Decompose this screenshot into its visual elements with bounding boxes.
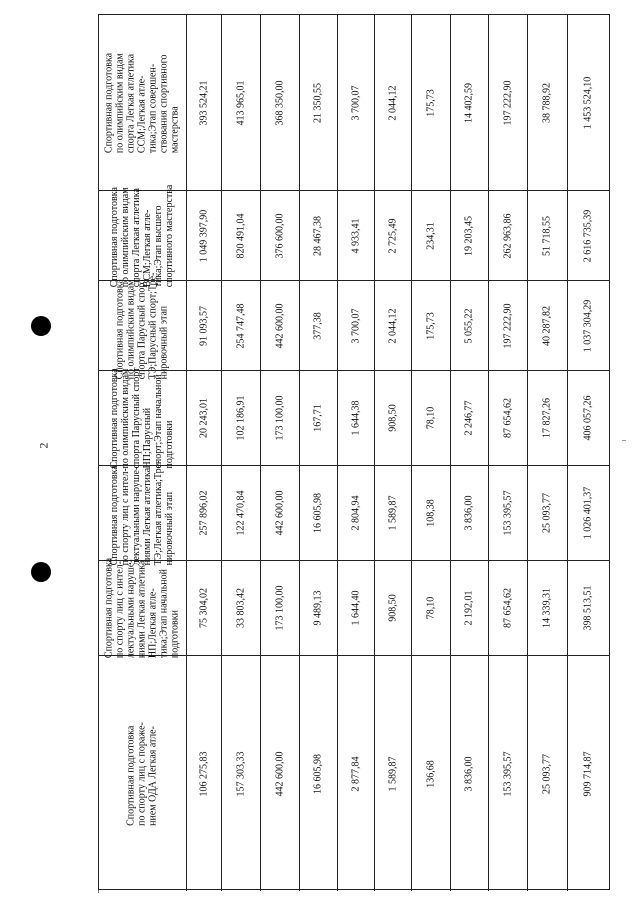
value-cell [411,561,449,655]
value-cell [411,191,449,280]
cell-value: 4 933,41 [350,218,362,253]
cell-value: 2 246,77 [463,400,475,436]
value-cell [527,281,566,370]
value-cell [567,561,608,655]
row-label-line: по спорту лиц с пораже- [136,721,148,826]
table-row [99,557,609,659]
cell-value: 87 654,62 [502,398,514,438]
cell-value: 2 192,01 [463,590,475,626]
cell-value: 33 803,42 [235,588,247,628]
value-cell [186,466,221,560]
value-cell [567,466,608,560]
cell-value: 87 654,62 [502,588,514,628]
value-cell [567,371,608,465]
value-cell [299,15,337,190]
value-cell [374,656,411,891]
cell-value: 2 044,12 [387,308,399,343]
row-label-line: спорт;Этап начальной [153,374,165,469]
cell-value: 908,50 [387,404,399,432]
value-cell [337,466,374,560]
cell-value: 25 093,77 [541,493,553,533]
row-label-line: ВСМ;Легкая атле- [142,209,154,287]
value-cell [299,371,337,465]
cell-value: 122 470,84 [235,490,247,536]
value-cell [260,466,298,560]
row-label-line: Спортивная подготовка [109,465,121,566]
row-label-line: мастерства [169,105,181,153]
value-cell [488,466,527,560]
cell-value: 3 700,07 [350,85,362,120]
cell-value: 175,73 [425,311,437,340]
cell-value: 78,10 [425,406,437,430]
value-cell [186,656,221,891]
table-row [99,367,609,469]
cell-value: 262 963,86 [502,213,514,258]
cell-value: 1 644,38 [350,400,362,436]
value-cell [337,191,374,280]
value-cell [186,191,221,280]
value-cell [527,466,566,560]
row-label-line: лектуальными наруше- [131,466,143,566]
value-cell [186,281,221,370]
value-cell [450,466,488,560]
row-label-line: нировочный этап [164,491,176,566]
cell-value: 173 100,00 [274,585,286,631]
value-cell [260,191,298,280]
row-label-line: лектуальными наруше- [125,559,137,659]
cell-value: 14 339,31 [541,588,553,628]
cell-value: 175,73 [425,88,437,117]
value-cell [337,371,374,465]
cell-value: 5 055,22 [463,308,475,343]
row-label-line: спорта Легкая атлетика [131,187,143,287]
row-label-line: НП;Парусный [142,407,154,469]
row-label-cell [99,460,186,566]
value-cell [186,561,221,655]
value-cell [337,281,374,370]
cell-value: 78,10 [425,596,437,620]
value-cell [411,15,449,190]
cell-value: 254 747,48 [235,303,247,348]
row-label [104,52,181,152]
cell-value: 91 093,57 [198,305,210,346]
value-cell [221,371,260,465]
cell-value: 820 491,04 [235,213,247,258]
row-label [109,367,175,468]
value-cell [527,656,566,891]
value-cell [374,466,411,560]
row-label-line: по спорту лиц с интел- [114,560,126,659]
value-cell [260,656,298,891]
row-label-line: нировочный этап [158,305,170,379]
cell-value: 3 836,00 [463,495,475,531]
value-cell [374,281,411,370]
value-cell [488,281,527,370]
punch-hole [31,316,51,336]
cell-value: 1 644,40 [350,590,362,626]
value-cell [221,656,260,891]
cell-value: 51 718,55 [541,215,553,256]
cell-value: 173 100,00 [274,395,286,441]
row-label-line: НП;Легкая атле- [147,588,159,659]
value-cell [411,466,449,560]
value-cell [450,281,488,370]
cell-value: 1 049 397,90 [198,209,210,262]
cell-value: 153 395,57 [502,751,514,796]
row-label-line: по олимпийским видам [114,52,126,153]
cell-value: 38 788,92 [541,82,553,123]
cell-value: 1 589,87 [387,756,399,791]
value-cell [221,15,260,190]
value-cell [527,15,566,190]
value-cell [450,371,488,465]
cell-value: 2 725,49 [387,218,399,253]
row-label-line: Спортивная подготовка [103,557,115,659]
cell-value: 909 714,87 [582,751,594,796]
row-label-line: ССМ;Легкая атле- [136,75,148,153]
cell-value: 197 222,90 [502,303,514,348]
cell-value: 377,38 [312,311,324,340]
cell-value: 1 037 304,29 [582,299,594,352]
cell-value: 157 303,33 [235,751,247,796]
cell-value: 102 186,91 [235,395,247,441]
value-cell [299,191,337,280]
row-label-line: ниями Легкая атлетика [142,467,154,566]
value-cell [411,281,449,370]
row-label-cell [99,367,186,469]
row-label-line: спорта Парусный спорт [131,367,143,469]
row-label-line: по олимпийским видам [120,368,132,469]
value-cell [450,191,488,280]
value-cell [567,281,608,370]
row-label-line: спорта Легкая атлетика [125,53,137,153]
cell-value: 368 350,00 [274,80,286,125]
value-cell [221,281,260,370]
value-cell [337,15,374,190]
cell-value: 9 489,13 [312,590,324,626]
row-label [109,461,175,566]
cell-value: 17 827,26 [541,398,553,438]
value-cell [488,656,527,891]
row-label-cell [99,15,186,190]
cell-value: 257 896,02 [198,490,210,536]
row-label-line: тика;Этап совершен- [147,63,159,153]
row-label-line: ТЭ;Парусный спорт;Тре- [147,272,159,379]
cell-value: 2 877,84 [350,756,362,791]
table-row [99,272,609,379]
cell-value: 1 589,87 [387,495,399,531]
cell-value: 398 513,51 [582,585,594,631]
cell-value: 2 044,12 [387,85,399,120]
row-label-line: тика;Этап высшего [153,205,165,287]
value-cell [186,371,221,465]
value-cell [450,656,488,891]
value-cell [450,561,488,655]
row-label-line: ТЭ;Легкая атлетика;Тре- [153,460,165,566]
row-label [126,722,159,826]
value-cell [337,561,374,655]
cell-value: 442 600,00 [274,490,286,536]
row-label-line: подготовки [164,420,176,469]
cell-value: 376 600,00 [274,213,286,258]
cell-value: 16 605,98 [312,753,324,794]
value-cell [186,15,221,190]
value-cell [221,191,260,280]
value-cell [260,371,298,465]
row-label-line: Спортивная подготовка [114,278,126,379]
value-cell [567,656,608,891]
row-label-line: Спортивная подготовка [103,52,115,153]
row-label-line: по олимпийским видам [125,278,137,379]
cell-value: 393 524,21 [198,80,210,125]
table-row [99,184,609,287]
row-label-line: ниями Легкая атлетика [136,560,148,659]
cell-value: 2 616 735,39 [582,209,594,262]
row-label-line: по олимпийским видам [120,186,132,287]
row-label-line: Спортивная подготовка [125,725,137,826]
punch-hole [31,562,51,582]
value-cell [567,191,608,280]
row-label-cell [99,656,186,891]
value-cell [260,15,298,190]
value-cell [299,561,337,655]
value-cell [527,371,566,465]
row-label-line: спорта Парусный спорт [136,277,148,379]
cell-value: 1 453 524,10 [582,76,594,129]
table-row [99,460,609,566]
row-label-line: подготовки [169,610,181,659]
value-cell [527,191,566,280]
table-row [99,15,609,191]
cell-value: 106 275,83 [198,751,210,796]
cell-value: 908,50 [387,594,399,622]
value-cell [488,561,527,655]
value-cell [411,656,449,891]
cell-value: 1 026 401,37 [582,486,594,540]
row-label-line: по спорту лиц с интел- [120,468,132,566]
row-label-cell [99,557,186,659]
cell-value: 108,38 [425,499,437,527]
cell-value: 16 605,98 [312,493,324,533]
budget-table [98,14,610,890]
row-label-cell [99,184,186,287]
value-cell [527,561,566,655]
row-label-line: Спортивная подготовка [109,368,121,469]
row-label-line: ствования спортивного [158,53,170,153]
cell-value: 197 222,90 [502,80,514,125]
cell-value: 413 965,01 [235,80,247,125]
value-cell [450,15,488,190]
page-number: 2 [36,442,51,449]
value-cell [221,561,260,655]
cell-value: 28 467,38 [312,215,324,256]
cell-value: 3 836,00 [463,756,475,791]
row-label-cell [99,272,186,379]
cell-value: 75 304,02 [198,588,210,628]
value-cell [260,561,298,655]
cell-value: 19 203,45 [463,215,475,256]
value-cell [374,371,411,465]
cell-value: 25 093,77 [541,753,553,794]
cell-value: 442 600,00 [274,751,286,796]
cell-value: 442 600,00 [274,303,286,348]
cell-value: 14 402,59 [463,82,475,123]
value-cell [488,15,527,190]
row-label-line: нием ОДА Легкая атле- [147,725,159,826]
value-cell [567,15,608,190]
value-cell [488,191,527,280]
value-cell [411,371,449,465]
value-cell [299,281,337,370]
value-cell [337,656,374,891]
cell-value: 40 287,82 [541,305,553,346]
value-cell [488,371,527,465]
row-label [104,558,181,658]
cell-value: 2 804,94 [350,495,362,531]
value-cell [221,466,260,560]
cell-value: 234,31 [425,221,437,250]
row-label-line: тика;Этап начальной [158,568,170,659]
cell-value: 136,68 [425,759,437,788]
value-cell [374,15,411,190]
value-cell [299,656,337,891]
row-label-line: спортивного мастерства [164,184,176,287]
value-cell [374,561,411,655]
value-cell [299,466,337,560]
scan-mark [622,440,626,441]
row-label-line: Спортивная подготовка [109,186,121,287]
value-cell [374,191,411,280]
table-row [99,656,609,891]
value-cell [260,281,298,370]
cell-value: 406 057,26 [582,395,594,441]
cell-value: 153 395,57 [502,490,514,536]
cell-value: 167,71 [312,404,324,432]
row-label [109,184,175,287]
row-label [115,272,170,379]
cell-value: 20 243,01 [198,398,210,438]
cell-value: 3 700,07 [350,308,362,343]
cell-value: 21 350,55 [312,82,324,123]
